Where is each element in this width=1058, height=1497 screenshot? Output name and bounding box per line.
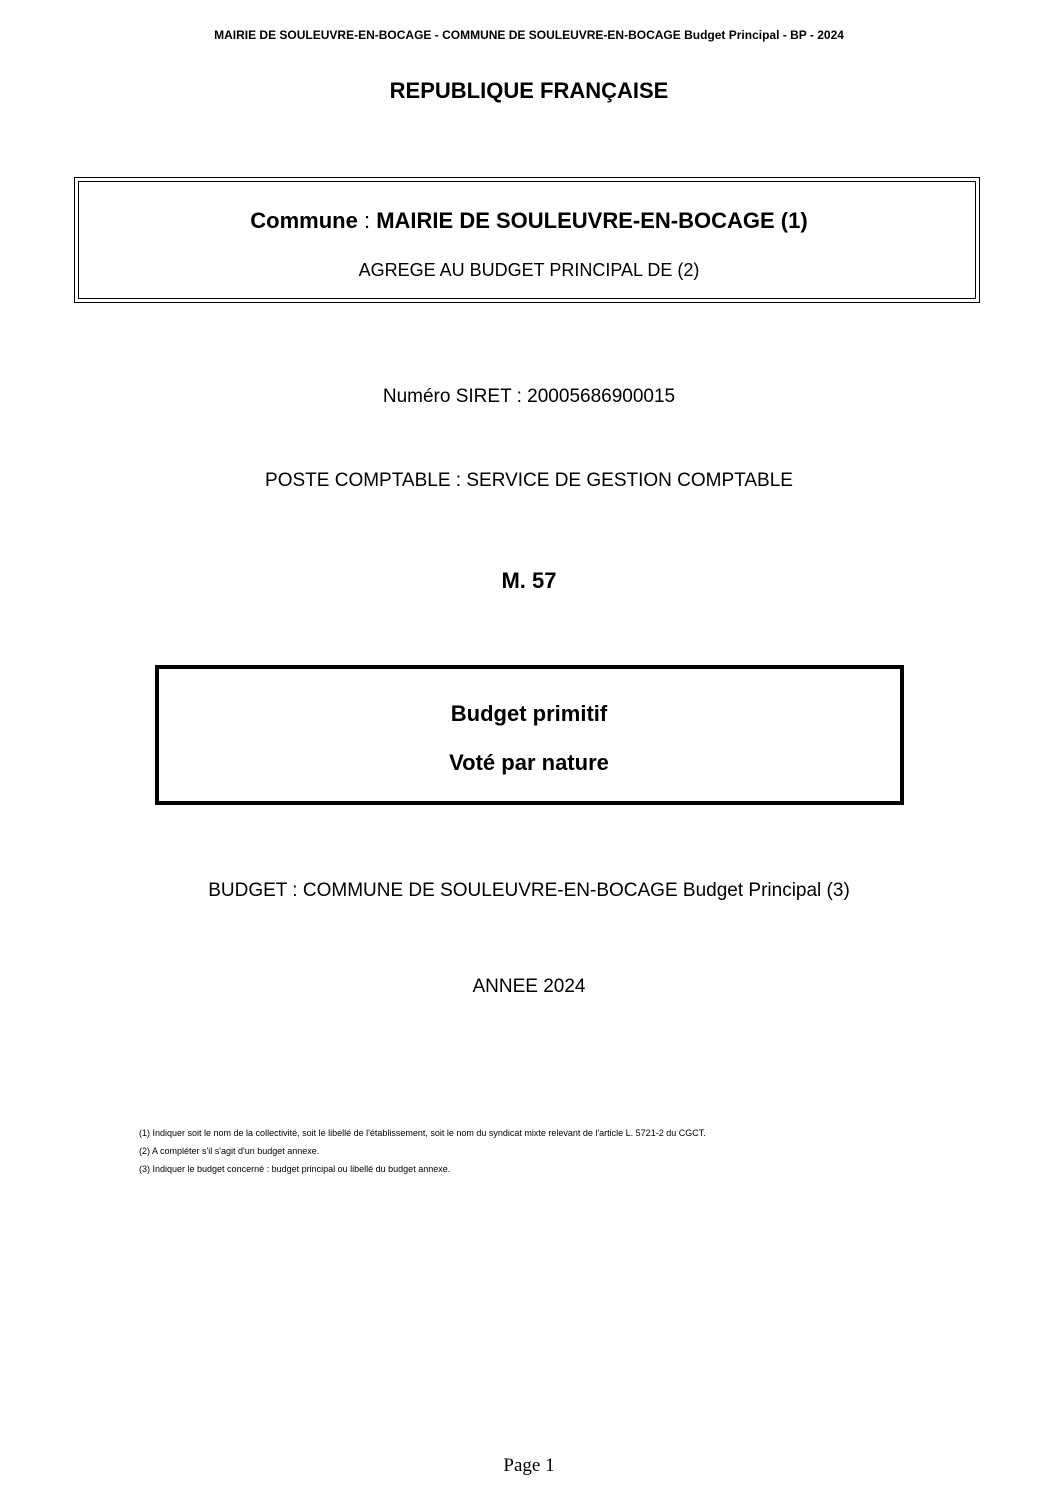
agrege-line: AGREGE AU BUDGET PRINCIPAL DE (2)	[358, 260, 700, 280]
commune-label: Commune	[250, 208, 358, 233]
footnote-2: (2) A compléter s'il s'agit d'un budget annexe.	[139, 1146, 320, 1156]
commune-name: MAIRIE DE SOULEUVRE-EN-BOCAGE (1)	[376, 208, 808, 233]
vote-mode: Voté par nature	[449, 750, 609, 775]
nomenclature-title: M. 57	[501, 568, 557, 593]
siret-line: Numéro SIRET : 20005686900015	[382, 386, 676, 407]
budget-line: BUDGET : COMMUNE DE SOULEUVRE-EN-BOCAGE Budget Principal (3)	[208, 880, 850, 901]
page-number-value: 1	[545, 1455, 555, 1476]
budget-box	[155, 665, 904, 805]
budget-type: Budget primitif	[450, 701, 608, 726]
annee-line: ANNEE 2024	[472, 976, 586, 997]
footnotes	[139, 1124, 706, 1178]
commune-separator: :	[357, 208, 377, 233]
page-number	[0, 1454, 1058, 1478]
poste-comptable-line: POSTE COMPTABLE : SERVICE DE GESTION COMPTABLE	[265, 470, 793, 491]
page-label: Page	[503, 1455, 541, 1476]
commune-line	[0, 206, 1058, 236]
commune-box	[74, 177, 980, 303]
republic-title: REPUBLIQUE FRANÇAISE	[389, 78, 669, 103]
running-header: MAIRIE DE SOULEUVRE-EN-BOCAGE - COMMUNE DE SOULEUVRE-EN-BOCAGE Budget Principal - BP - 2024	[214, 28, 844, 42]
footnote-3: (3) Indiquer le budget concerné : budget principal ou libellé du budget annexe.	[139, 1164, 451, 1174]
footnote-1: (1) Indiquer soit le nom de la collectivité, soit le libellé de l'établissement, soit le nom du syndicat mixte relevant de l'article L. 5721-2 du CGCT.	[139, 1128, 706, 1138]
